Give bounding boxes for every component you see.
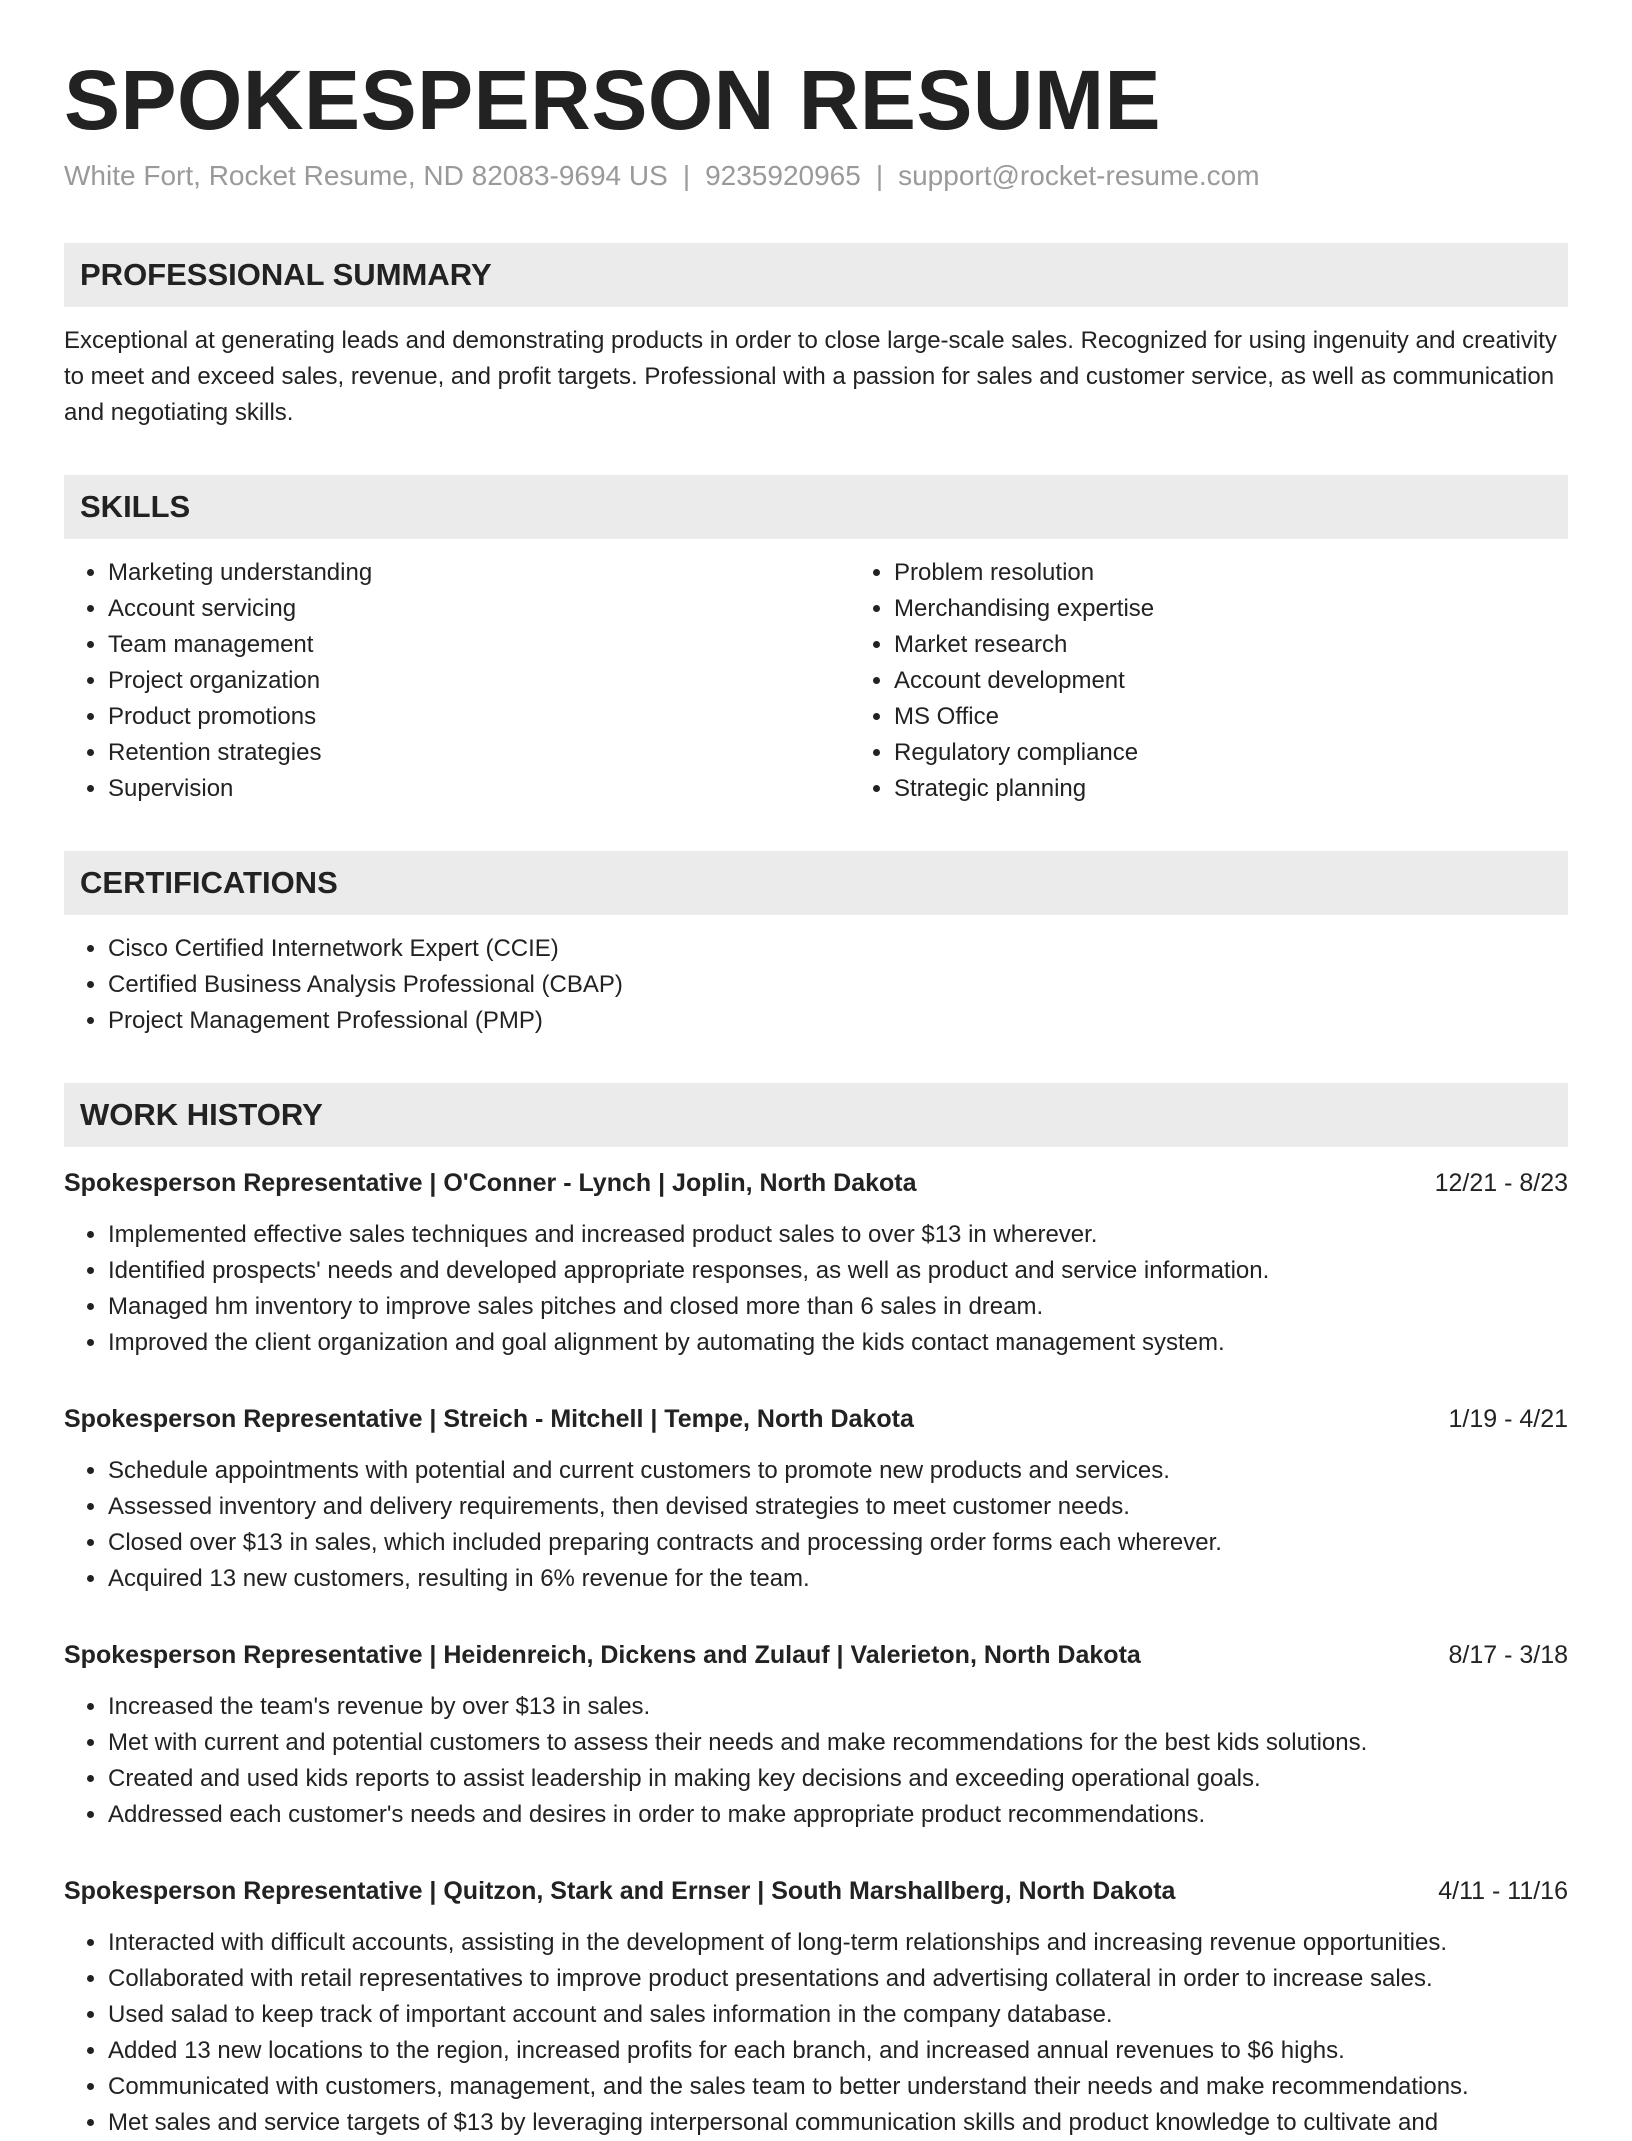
list-item: • Schedule appointments with potential and current customers to promote new products and services.: [108, 1453, 1568, 1489]
job-entry: [64, 1873, 1568, 2141]
job-title: Spokesperson Representative | Quitzon, Stark and Ernser | South Marshallberg, North Dakota: [64, 1877, 1176, 1906]
list-item: • Team management: [108, 627, 850, 663]
job-entry: [64, 1637, 1568, 1833]
list-item: • Product promotions: [108, 699, 850, 735]
job-title: Spokesperson Representative | Heidenreich, Dickens and Zulauf | Valerieton, North Dakota: [64, 1641, 1141, 1670]
list-item: • Problem resolution: [894, 555, 1632, 591]
list-item: • Strategic planning: [894, 771, 1632, 807]
section-heading-certifications: CERTIFICATIONS: [64, 851, 1568, 915]
list-item: • Closed over $13 in sales, which included preparing contracts and processing order forms each wherever.: [108, 1525, 1568, 1561]
list-item: • Met with current and potential customers to assess their needs and make recommendations for the best kids solutions.: [108, 1725, 1568, 1761]
section-heading-work-history: WORK HISTORY: [64, 1083, 1568, 1147]
list-item: • Increased the team's revenue by over $13 in sales.: [108, 1689, 1568, 1725]
job-bullets: [64, 1453, 1568, 1597]
summary-text: Exceptional at generating leads and demonstrating products in order to close large-scale sales. Recognized for using ingenuity and creativity to meet and exceed sales, revenue, and profit targets. Professional with a passion for sales and customer service, as well as communication and negotiating skills.: [64, 327, 1557, 427]
skills-grid: [64, 539, 1568, 807]
list-item: • Account development: [894, 663, 1632, 699]
list-item: • Met sales and service targets of $13 by leveraging interpersonal communication skills and product knowledge to cultivate and: [108, 2105, 1568, 2141]
list-item: • Market research: [894, 627, 1632, 663]
job-dates: 8/17 - 3/18: [1448, 1641, 1568, 1670]
list-item: • MS Office: [894, 699, 1632, 735]
list-item: • Marketing understanding: [108, 555, 850, 591]
section-heading-summary: PROFESSIONAL SUMMARY: [64, 243, 1568, 307]
list-item: • Improved the client organization and goal alignment by automating the kids contact management system.: [108, 1325, 1568, 1361]
job-header: [64, 1637, 1568, 1673]
contact-separator: |: [682, 160, 691, 192]
job-entry: [64, 1401, 1568, 1597]
job-bullets: [64, 1217, 1568, 1361]
list-item: • Communicated with customers, management, and the sales team to better understand their needs and make recommendations.: [108, 2069, 1568, 2105]
list-item: • Interacted with difficult accounts, assisting in the development of long-term relationships and increasing revenue opportunities.: [108, 1925, 1568, 1961]
section-heading-skills: SKILLS: [64, 475, 1568, 539]
list-item: • Managed hm inventory to improve sales pitches and closed more than 6 sales in dream.: [108, 1289, 1568, 1325]
list-item: • Project Management Professional (PMP): [108, 1003, 1568, 1039]
skills-list-left: [64, 555, 850, 807]
list-item: • Collaborated with retail representatives to improve product presentations and advertising collateral in order to increase sales.: [108, 1961, 1568, 1997]
list-item: • Merchandising expertise: [894, 591, 1632, 627]
job-bullets: [64, 1925, 1568, 2141]
contact-email: support@rocket-resume.com: [898, 160, 1260, 192]
job-header: [64, 1873, 1568, 1909]
list-item: • Project organization: [108, 663, 850, 699]
contact-phone: 9235920965: [705, 160, 861, 192]
list-item: • Addressed each customer's needs and desires in order to make appropriate product recommendations.: [108, 1797, 1568, 1833]
list-item: • Retention strategies: [108, 735, 850, 771]
contact-line: [64, 160, 1568, 192]
job-dates: 4/11 - 11/16: [1438, 1877, 1568, 1906]
job-title: Spokesperson Representative | O'Conner - Lynch | Joplin, North Dakota: [64, 1169, 917, 1198]
job-header: [64, 1165, 1568, 1201]
list-item: • Acquired 13 new customers, resulting in 6% revenue for the team.: [108, 1561, 1568, 1597]
list-item: • Regulatory compliance: [894, 735, 1632, 771]
job-bullets: [64, 1689, 1568, 1833]
job-dates: 1/19 - 4/21: [1448, 1405, 1568, 1434]
resume-title: SPOKESPERSON RESUME: [64, 53, 1162, 147]
contact-separator: |: [875, 160, 884, 192]
skills-list-right: [850, 555, 1632, 807]
job-dates: 12/21 - 8/23: [1434, 1169, 1568, 1198]
list-item: • Created and used kids reports to assist leadership in making key decisions and exceeding operational goals.: [108, 1761, 1568, 1797]
contact-address: White Fort, Rocket Resume, ND 82083-9694 US: [64, 160, 668, 192]
job-header: [64, 1401, 1568, 1437]
list-item: • Cisco Certified Internetwork Expert (CCIE): [108, 931, 1568, 967]
list-item: • Used salad to keep track of important account and sales information in the company database.: [108, 1997, 1568, 2033]
job-entry: [64, 1165, 1568, 1361]
list-item: • Account servicing: [108, 591, 850, 627]
list-item: • Identified prospects' needs and developed appropriate responses, as well as product and service information.: [108, 1253, 1568, 1289]
certifications-list: [64, 931, 1568, 1039]
list-item: • Added 13 new locations to the region, increased profits for each branch, and increased annual revenues to $6 highs.: [108, 2033, 1568, 2069]
list-item: • Certified Business Analysis Professional (CBAP): [108, 967, 1568, 1003]
list-item: • Implemented effective sales techniques and increased product sales to over $13 in wherever.: [108, 1217, 1568, 1253]
job-title: Spokesperson Representative | Streich - Mitchell | Tempe, North Dakota: [64, 1405, 914, 1434]
list-item: • Supervision: [108, 771, 850, 807]
list-item: • Assessed inventory and delivery requirements, then devised strategies to meet customer needs.: [108, 1489, 1568, 1525]
